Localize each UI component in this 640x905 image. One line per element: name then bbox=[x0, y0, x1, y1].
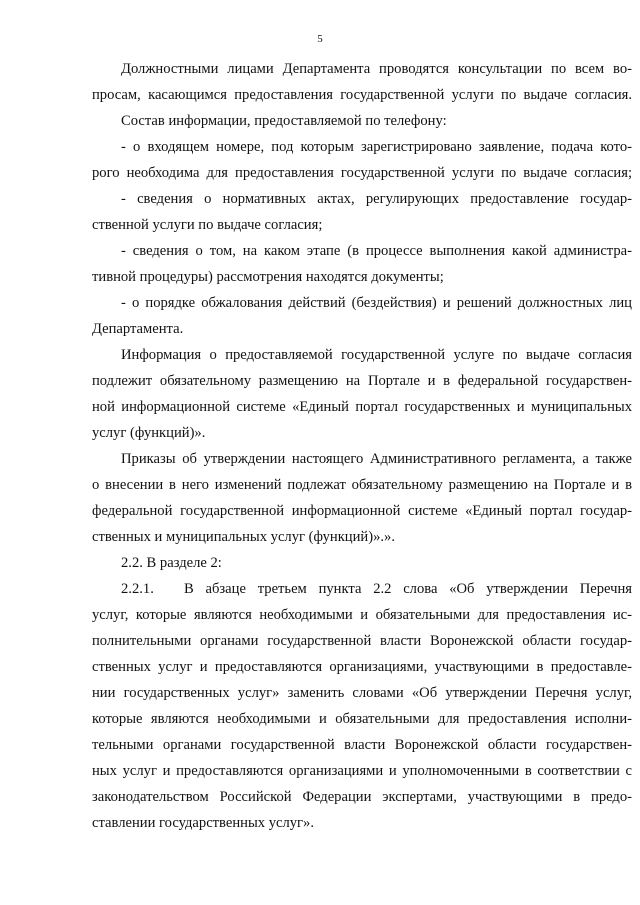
text-line: ной информационной системе «Единый портал государственных и муниципальных bbox=[92, 399, 632, 415]
text-line: - сведения о том, на каком этапе (в процессе выполнения какой администра- bbox=[121, 243, 632, 259]
text-line: ственной услуги по выдаче согласия; bbox=[92, 217, 323, 233]
text-line: подлежит обязательному размещению на Портале и в федеральной государствен- bbox=[92, 373, 632, 389]
text-line: услуг, которые являются необходимыми и обязательными для предоставления ис- bbox=[92, 607, 632, 623]
text-line: ных услуг и предоставляются организациями и уполномоченными в соответствии с bbox=[92, 763, 632, 779]
text-line: которые являются необходимыми и обязательными для предоставления исполни- bbox=[92, 711, 632, 727]
text-line: ственных услуг и предоставляются организациями, участвующими в предоставле- bbox=[92, 659, 632, 675]
clause-number: 2.2.1. bbox=[121, 581, 154, 597]
clause-text: В абзаце третьем пункта 2.2 слова «Об утверждении Перечня bbox=[184, 581, 632, 597]
text-line: тивной процедуры) рассмотрения находятся документы; bbox=[92, 269, 444, 285]
text-line: просам, касающимся предоставления государственной услуги по выдаче согласия. bbox=[92, 87, 632, 103]
text-line: ственных и муниципальных услуг (функций)».». bbox=[92, 529, 395, 545]
text-line: Информация о предоставляемой государственной услуге по выдаче согласия bbox=[121, 347, 632, 363]
text-line bbox=[92, 576, 632, 602]
page-number: 5 bbox=[317, 33, 323, 45]
text-line: о внесении в него изменений подлежат обязательному размещению на Портале и в bbox=[92, 477, 632, 493]
text-line: Приказы об утверждении настоящего Административного регламента, а также bbox=[121, 451, 632, 467]
text-line: Состав информации, предоставляемой по телефону: bbox=[121, 113, 447, 129]
text-line: федеральной государственной информационной системе «Единый портал государ- bbox=[92, 503, 632, 519]
text-line: - сведения о нормативных актах, регулирующих предоставление государ- bbox=[121, 191, 632, 207]
text-line: Департамента. bbox=[92, 321, 184, 337]
text-line: рого необходима для предоставления государственной услуги по выдаче согласия; bbox=[92, 165, 632, 181]
text-line: тельными органами государственной власти Воронежской области государствен- bbox=[92, 737, 632, 753]
text-line: - о входящем номере, под которым зарегистрировано заявление, подача кото- bbox=[121, 139, 632, 155]
document-body bbox=[92, 56, 632, 836]
text-line: нии государственных услуг» заменить словами «Об утверждении Перечня услуг, bbox=[92, 685, 632, 701]
text-line: - о порядке обжалования действий (бездействия) и решений должностных лиц bbox=[121, 295, 632, 311]
text-line: 2.2. В разделе 2: bbox=[121, 555, 222, 571]
text-line: полнительными органами государственной власти Воронежской области государ- bbox=[92, 633, 632, 649]
text-line: ставлении государственных услуг». bbox=[92, 815, 314, 831]
text-line: услуг (функций)». bbox=[92, 425, 206, 441]
text-line: Должностными лицами Департамента проводятся консультации по всем во- bbox=[121, 61, 632, 77]
text-line: законодательством Российской Федерации экспертами, участвующими в предо- bbox=[92, 789, 632, 805]
